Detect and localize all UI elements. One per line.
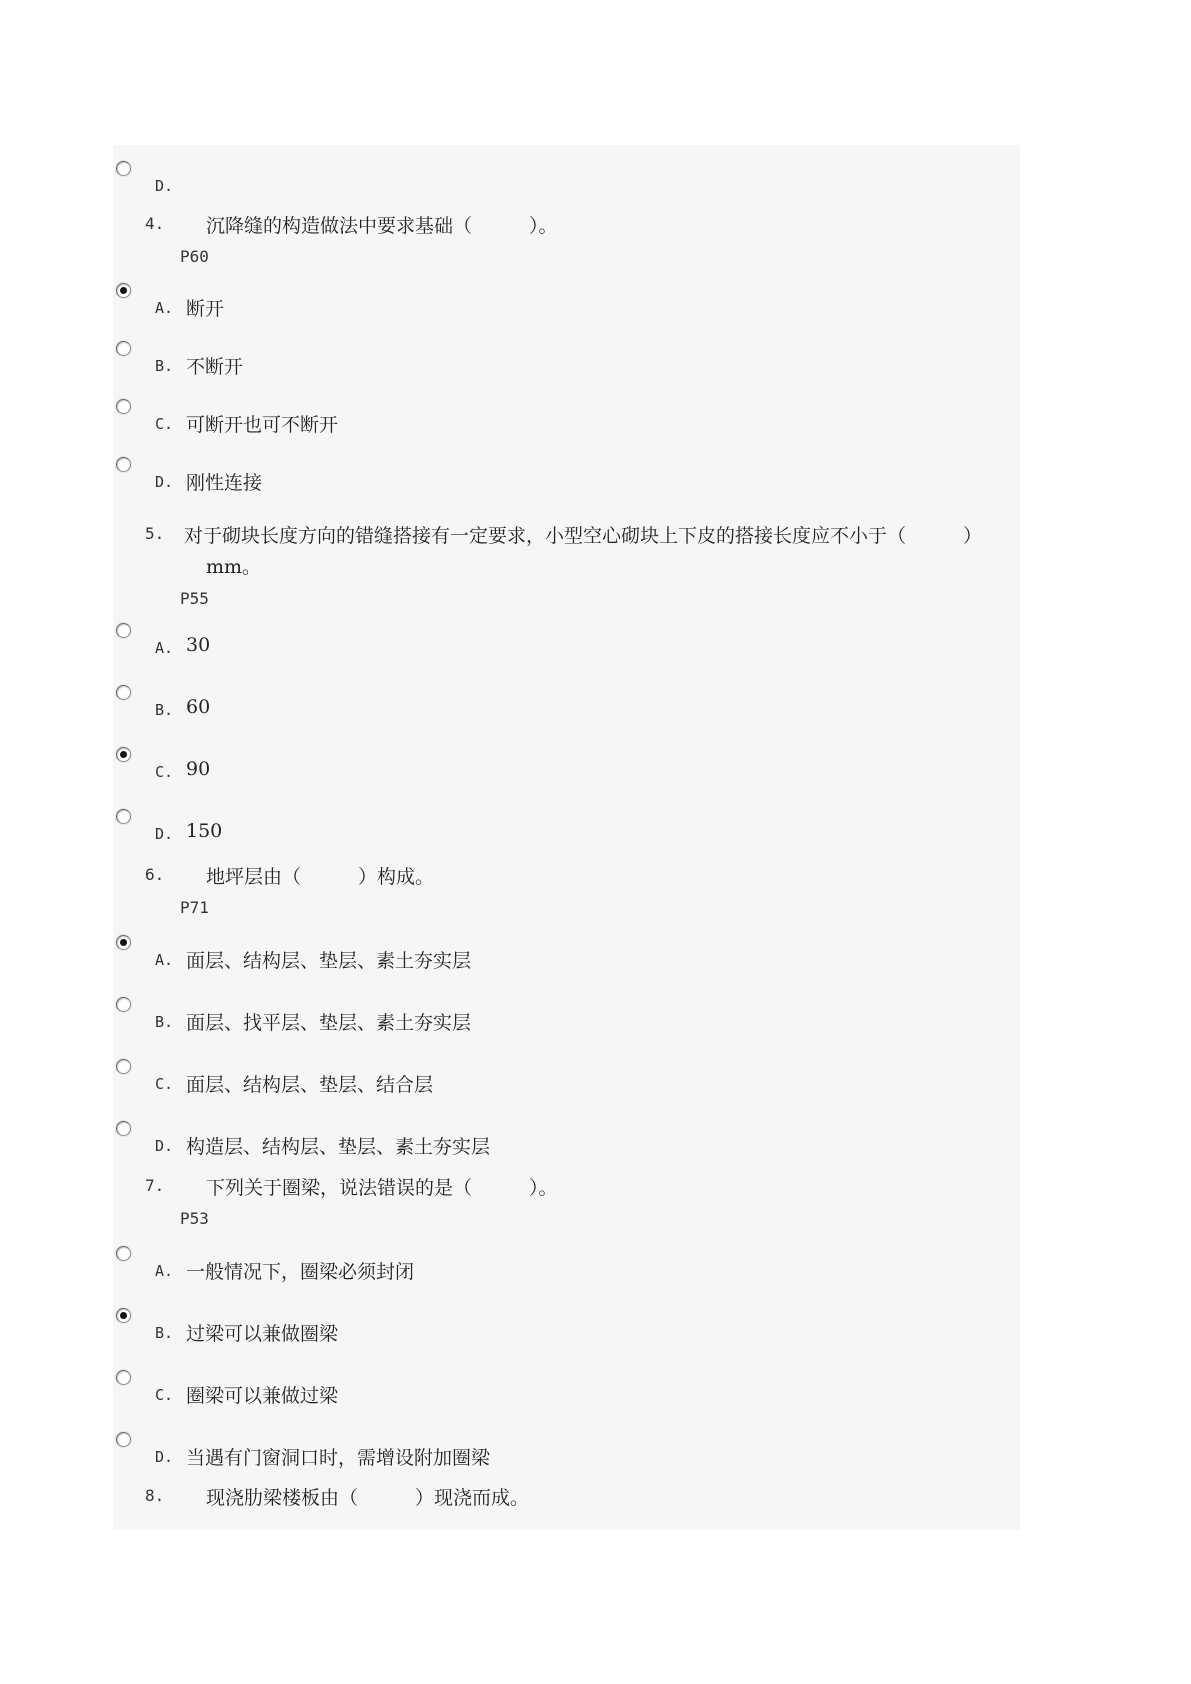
option-text: 30 (186, 634, 211, 656)
radio-button[interactable] (116, 161, 131, 176)
radio-button[interactable] (116, 997, 131, 1012)
option-letter: B. (155, 357, 174, 375)
option-text: 圈梁可以兼做过梁 (186, 1385, 339, 1407)
option-row[interactable] (113, 623, 1020, 678)
option-row[interactable] (113, 747, 1020, 802)
option-letter: D. (155, 177, 174, 195)
option-text: 过梁可以兼做圈梁 (186, 1323, 339, 1345)
question-number: 8. (145, 1486, 165, 1505)
option-text: 不断开 (186, 356, 244, 378)
question-number: 4. (145, 214, 165, 233)
radio-button[interactable] (116, 623, 131, 638)
question-number: 7. (145, 1176, 165, 1195)
option-text: 刚性连接 (186, 472, 263, 494)
question-text: 现浇肋梁楼板由（ ）现浇而成。 (206, 1487, 530, 1509)
option-letter: D. (155, 825, 174, 843)
page-reference: P53 (180, 1209, 209, 1228)
option-letter: A. (155, 639, 174, 657)
option-row[interactable] (113, 1121, 1020, 1176)
option-letter: B. (155, 1013, 174, 1031)
option-row[interactable] (113, 161, 1020, 216)
radio-button[interactable] (116, 341, 131, 356)
option-row[interactable] (113, 809, 1020, 864)
option-letter: C. (155, 1386, 174, 1404)
option-letter: C. (155, 763, 174, 781)
question-text: 下列关于圈梁，说法错误的是（ ）。 (206, 1177, 558, 1199)
question-number: 6. (145, 865, 165, 884)
radio-button[interactable] (116, 1121, 131, 1136)
option-text: 面层、结构层、垫层、结合层 (186, 1074, 434, 1096)
radio-button[interactable] (116, 283, 131, 298)
option-letter: B. (155, 701, 174, 719)
option-letter: A. (155, 1262, 174, 1280)
option-text: 90 (186, 758, 211, 780)
option-row[interactable] (113, 399, 1020, 454)
option-text: 可断开也可不断开 (186, 414, 339, 436)
radio-button[interactable] (116, 1246, 131, 1261)
option-row[interactable] (113, 1246, 1020, 1301)
page-reference: P55 (180, 589, 209, 608)
option-row[interactable] (113, 341, 1020, 396)
radio-button[interactable] (116, 747, 131, 762)
radio-button[interactable] (116, 1308, 131, 1323)
option-row[interactable] (113, 685, 1020, 740)
option-row[interactable] (113, 997, 1020, 1052)
radio-button[interactable] (116, 935, 131, 950)
option-row[interactable] (113, 1370, 1020, 1425)
option-text: 构造层、结构层、垫层、素土夯实层 (186, 1136, 491, 1158)
option-text: 150 (186, 820, 223, 842)
option-text: 面层、结构层、垫层、素土夯实层 (186, 950, 472, 972)
option-letter: D. (155, 473, 174, 491)
radio-button[interactable] (116, 1432, 131, 1447)
radio-button[interactable] (116, 457, 131, 472)
option-text: 一般情况下，圈梁必须封闭 (186, 1261, 415, 1283)
option-row[interactable] (113, 283, 1020, 338)
option-row[interactable] (113, 935, 1020, 990)
option-row[interactable] (113, 457, 1020, 512)
question-text: 对于砌块长度方向的错缝搭接有一定要求，小型空心砌块上下皮的搭接长度应不小于（ ）mm。 (184, 525, 983, 578)
question-number: 5. (145, 524, 165, 543)
page-reference: P71 (180, 898, 209, 917)
question-text: 沉降缝的构造做法中要求基础（ ）。 (206, 215, 558, 237)
option-text: 断开 (186, 298, 225, 320)
option-letter: C. (155, 415, 174, 433)
option-letter: D. (155, 1137, 174, 1155)
option-letter: A. (155, 951, 174, 969)
quiz-panel (113, 145, 1020, 1530)
option-letter: B. (155, 1324, 174, 1342)
option-text: 面层、找平层、垫层、素土夯实层 (186, 1012, 472, 1034)
question-text: 地坪层由（ ）构成。 (206, 866, 435, 888)
radio-button[interactable] (116, 809, 131, 824)
radio-button[interactable] (116, 399, 131, 414)
radio-button[interactable] (116, 685, 131, 700)
option-text: 当遇有门窗洞口时，需增设附加圈梁 (186, 1447, 491, 1469)
page-reference: P60 (180, 247, 209, 266)
option-row[interactable] (113, 1432, 1020, 1487)
radio-button[interactable] (116, 1370, 131, 1385)
option-text: 60 (186, 696, 211, 718)
option-row[interactable] (113, 1059, 1020, 1114)
radio-button[interactable] (116, 1059, 131, 1074)
option-row[interactable] (113, 1308, 1020, 1363)
option-letter: D. (155, 1448, 174, 1466)
option-letter: A. (155, 299, 174, 317)
option-letter: C. (155, 1075, 174, 1093)
